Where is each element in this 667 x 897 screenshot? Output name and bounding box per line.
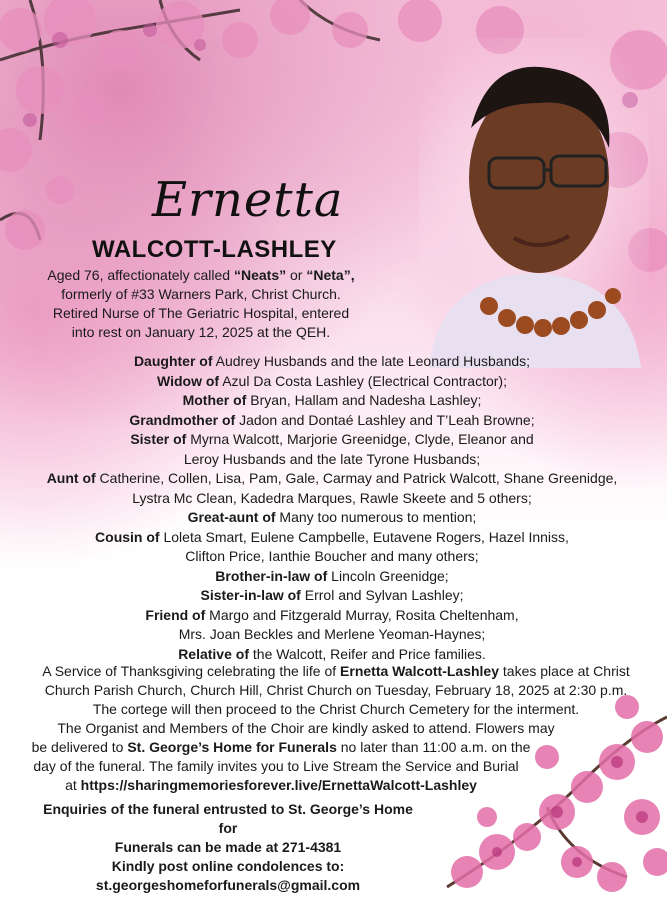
- relation-line: [12, 489, 652, 509]
- relation-line: [12, 528, 652, 548]
- relation-text: Clifton Price, Ianthie Boucher and many others;: [185, 548, 479, 564]
- relation-label: Daughter of: [133, 353, 213, 369]
- relation-text: Leroy Husbands and the late Tyrone Husbands;: [183, 450, 481, 467]
- relation-text: Jadon and Dontaé Lashley and T’Leah Browne;: [235, 411, 535, 428]
- relation-label: Friend of: [145, 606, 206, 623]
- relation-text: Catherine, Collen, Lisa, Pam, Gale, Carmay and Patrick Walcott, Shane Greenidge,: [95, 470, 618, 486]
- relation-label: Great-aunt of: [187, 509, 276, 525]
- condolence-email[interactable]: st.georgeshomeforfunerals@gmail.com: [95, 877, 361, 893]
- portrait-photo: [419, 38, 649, 368]
- relation-line: [12, 450, 652, 470]
- relation-line: [12, 469, 652, 489]
- service-line-2: Church Parish Church, Church Hill, Christ Church on Tuesday, February 18, 2025 at 2:30 p.m.: [44, 682, 628, 698]
- relation-line: [12, 625, 652, 645]
- relations-list: [12, 352, 652, 664]
- relation-label: Sister-in-law of: [200, 587, 301, 603]
- deceased-name-bold: Ernetta Walcott-Lashley: [340, 663, 500, 679]
- relation-line: [12, 606, 652, 626]
- first-name-script: Ernetta: [152, 172, 344, 228]
- intro-text-part: Aged 76, affectionately called: [47, 267, 234, 283]
- contact-line-1: Enquiries of the funeral entrusted to St. George’s Home for: [43, 801, 413, 836]
- relation-text: Bryan, Hallam and Nadesha Lashley;: [246, 392, 482, 408]
- relation-line: [12, 547, 652, 567]
- relation-label: Sister of: [130, 431, 187, 447]
- service-text-part: takes place at Christ: [499, 663, 630, 679]
- service-text-part: be delivered to: [31, 739, 128, 755]
- service-line-1: [8, 662, 664, 681]
- service-text-part: at: [65, 777, 81, 793]
- relation-label: Brother-in-law of: [215, 567, 328, 584]
- service-line-3: The cortege will then proceed to the Christ Church Cemetery for the interment.: [92, 701, 580, 717]
- relation-line: [12, 391, 652, 411]
- service-details: [8, 662, 664, 795]
- relation-line: [12, 586, 652, 606]
- relation-line: [12, 430, 652, 450]
- relation-line: [12, 372, 652, 392]
- relation-text: Margo and Fitzgerald Murray, Rosita Cheltenham,: [205, 606, 519, 623]
- relation-label: Grandmother of: [129, 411, 236, 428]
- relation-text: Lincoln Greenidge;: [327, 567, 449, 584]
- relation-text: Mrs. Joan Beckles and Merlene Yeoman-Haynes;: [178, 626, 486, 642]
- contact-info: [38, 800, 418, 895]
- relation-label: Relative of: [178, 645, 249, 662]
- funeral-home-name: St. George’s Home for Funerals: [127, 739, 337, 755]
- relation-text: Lystra Mc Clean, Kadedra Marques, Rawle Skeete and 5 others;: [132, 489, 532, 506]
- service-line-4: The Organist and Members of the Choir are kindly asked to attend. Flowers may: [57, 720, 555, 736]
- contact-line-2: Funerals can be made at 271-4381: [114, 839, 342, 855]
- relation-text: Errol and Sylvan Lashley;: [300, 587, 464, 603]
- intro-text-part: or: [286, 267, 307, 283]
- surname-heading: WALCOTT-LASHLEY: [92, 236, 337, 263]
- relation-line: [12, 352, 652, 372]
- relation-text: Many too numerous to mention;: [275, 509, 477, 525]
- relation-label: Cousin of: [95, 528, 160, 545]
- service-line-6: day of the funeral. The family invites you to Live Stream the Service and Burial: [33, 758, 519, 774]
- contact-line-3: Kindly post online condolences to:: [111, 858, 345, 874]
- relation-label: Aunt of: [46, 470, 96, 486]
- service-line-5: [8, 738, 664, 757]
- nickname-1: “Neats”: [233, 267, 287, 283]
- intro-line-3: Retired Nurse of The Geriatric Hospital, entered: [52, 305, 350, 321]
- relation-label: Widow of: [157, 372, 220, 389]
- intro-line-1: [28, 266, 374, 285]
- intro-text: [28, 266, 374, 342]
- relation-line: [12, 411, 652, 431]
- relation-text: the Walcott, Reifer and Price families.: [249, 645, 486, 662]
- service-line-7: [8, 776, 664, 795]
- relation-text: Loleta Smart, Eulene Campbelle, Eutavene Rogers, Hazel Inniss,: [159, 528, 569, 545]
- livestream-link[interactable]: https://sharingmemoriesforever.live/ErnettaWalcott-Lashley: [80, 777, 477, 793]
- service-text-part: no later than 11:00 a.m. on the: [336, 739, 531, 755]
- relation-text: Audrey Husbands and the late Leonard Husbands;: [212, 353, 531, 369]
- relation-text: Myrna Walcott, Marjorie Greenidge, Clyde, Eleanor and: [186, 431, 534, 447]
- intro-line-2: formerly of #33 Warners Park, Christ Church.: [61, 286, 341, 302]
- relation-line: [12, 567, 652, 587]
- relation-label: Mother of: [182, 392, 247, 408]
- nickname-2: “Neta”,: [306, 267, 355, 283]
- relation-text: Azul Da Costa Lashley (Electrical Contractor);: [219, 372, 507, 389]
- relation-line: [12, 508, 652, 528]
- intro-line-4: into rest on January 12, 2025 at the QEH.: [71, 324, 331, 340]
- service-text-part: A Service of Thanksgiving celebrating the life of: [42, 663, 341, 679]
